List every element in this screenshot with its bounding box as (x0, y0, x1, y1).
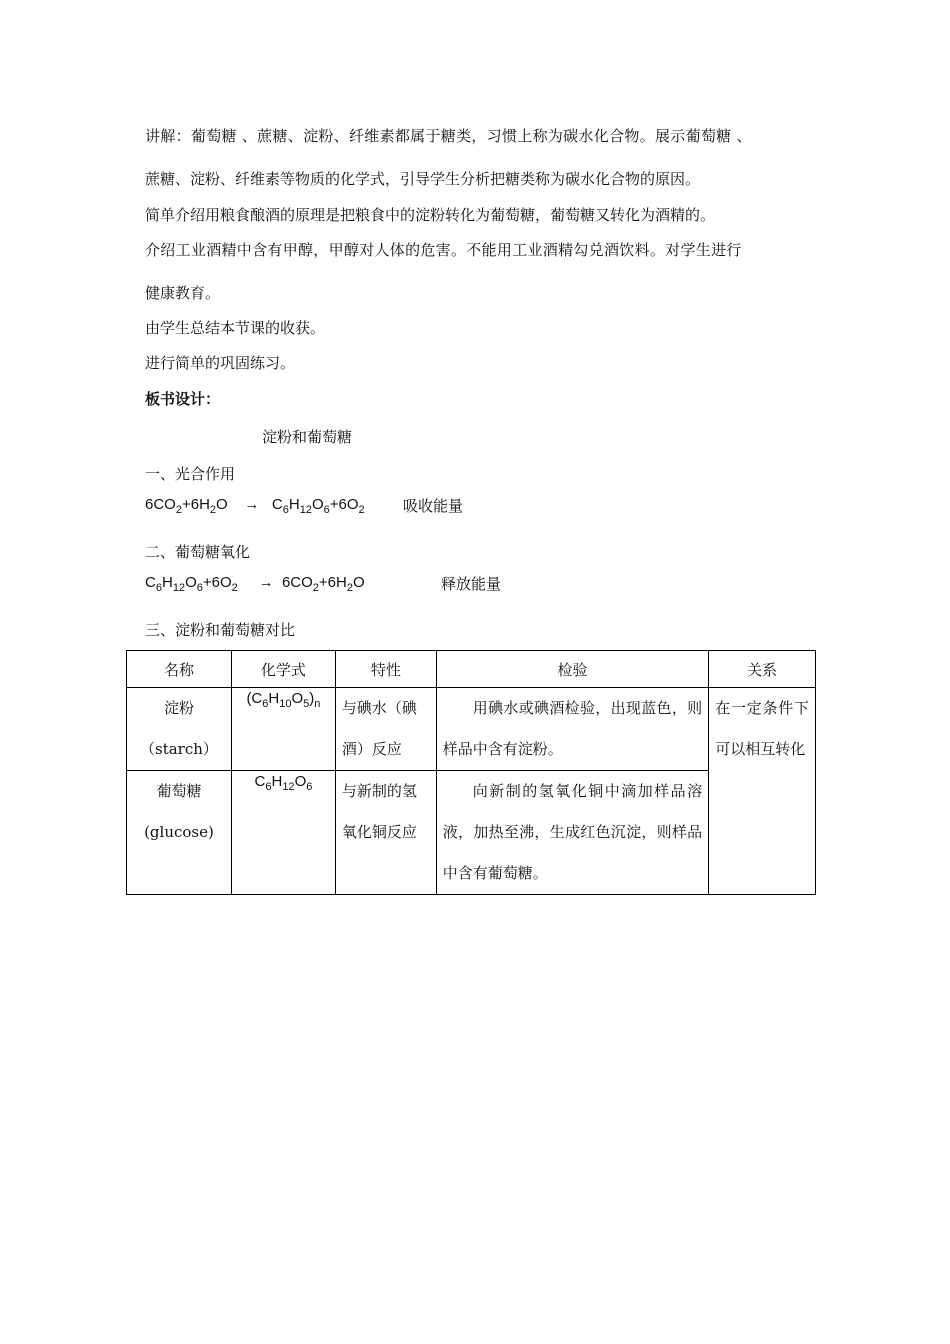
paragraph-1: 讲解：葡萄糖 、蔗糖、淀粉、纤维素都属于糖类，习惯上称为碳水化合物。展示葡萄糖 、 (145, 127, 752, 145)
glucose-property: 与新制的氢氧化铜反应 (335, 771, 436, 895)
starch-property: 与碘水（碘酒）反应 (335, 688, 436, 771)
equation-glucose-oxidation-note: 释放能量 (441, 575, 502, 593)
starch-name-cell (127, 688, 232, 771)
header-property: 特性 (335, 651, 436, 688)
equation-photosynthesis-note: 吸收能量 (403, 497, 464, 515)
starch-name-en: （starch） (140, 740, 218, 758)
glucose-name-cell (127, 771, 232, 895)
relation-cell: 在一定条件下可以相互转化 (709, 688, 816, 895)
glucose-test: 向新制的氢氧化铜中滴加样品溶液，加热至沸，生成红色沉淀，则样品中含有葡萄糖。 (436, 771, 708, 895)
board-design-heading: 板书设计： (145, 390, 221, 408)
paragraph-7: 进行简单的巩固练习。 (145, 354, 296, 372)
equation-photosynthesis: $6CO_2+6H_2O$ → $C_6H_{12}O_6+6O_2$ (145, 496, 365, 516)
paragraph-3: 简单介绍用粮食酿酒的原理是把粮食中的淀粉转化为葡萄糖，葡萄糖又转化为酒精的。 (145, 206, 716, 224)
section-comparison: 三、淀粉和葡萄糖对比 (145, 621, 296, 639)
paragraph-2: 蔗糖、淀粉、纤维素等物质的化学式，引导学生分析把糖类称为碳水化合物的原因。 (145, 170, 701, 188)
starch-formula-cell (231, 688, 335, 771)
table-row-starch (127, 688, 816, 771)
glucose-name-en: (glucose) (144, 823, 214, 841)
section-photosynthesis: 一、光合作用 (145, 465, 236, 483)
glucose-name: 葡萄糖 (156, 782, 202, 800)
paragraph-4: 介绍工业酒精中含有甲醇，甲醇对人体的危害。不能用工业酒精勾兑酒饮料。对学生进行 (145, 241, 742, 259)
header-test: 检验 (436, 651, 708, 688)
header-name: 名称 (127, 651, 232, 688)
section-glucose-oxidation: 二、葡萄糖氧化 (145, 543, 251, 561)
header-relation: 关系 (709, 651, 816, 688)
board-title: 淀粉和葡萄糖 (262, 428, 353, 446)
starch-test: 用碘水或碘酒检验，出现蓝色，则样品中含有淀粉。 (436, 688, 708, 771)
table-header-row (127, 651, 816, 688)
header-formula: 化学式 (231, 651, 335, 688)
glucose-formula-cell (231, 771, 335, 895)
starch-formula: $(C_6H_{10}O_5)_n$ (246, 690, 321, 710)
starch-name: 淀粉 (163, 699, 194, 717)
paragraph-6: 由学生总结本节课的收获。 (145, 319, 326, 337)
glucose-formula: $C_6H_{12}O_6$ (254, 773, 313, 793)
equation-glucose-oxidation: $C_6H_{12}O_6+6O_2$ → $6CO_2+6H_2O$ (145, 574, 365, 594)
comparison-table (126, 650, 816, 895)
paragraph-5: 健康教育。 (145, 284, 221, 302)
